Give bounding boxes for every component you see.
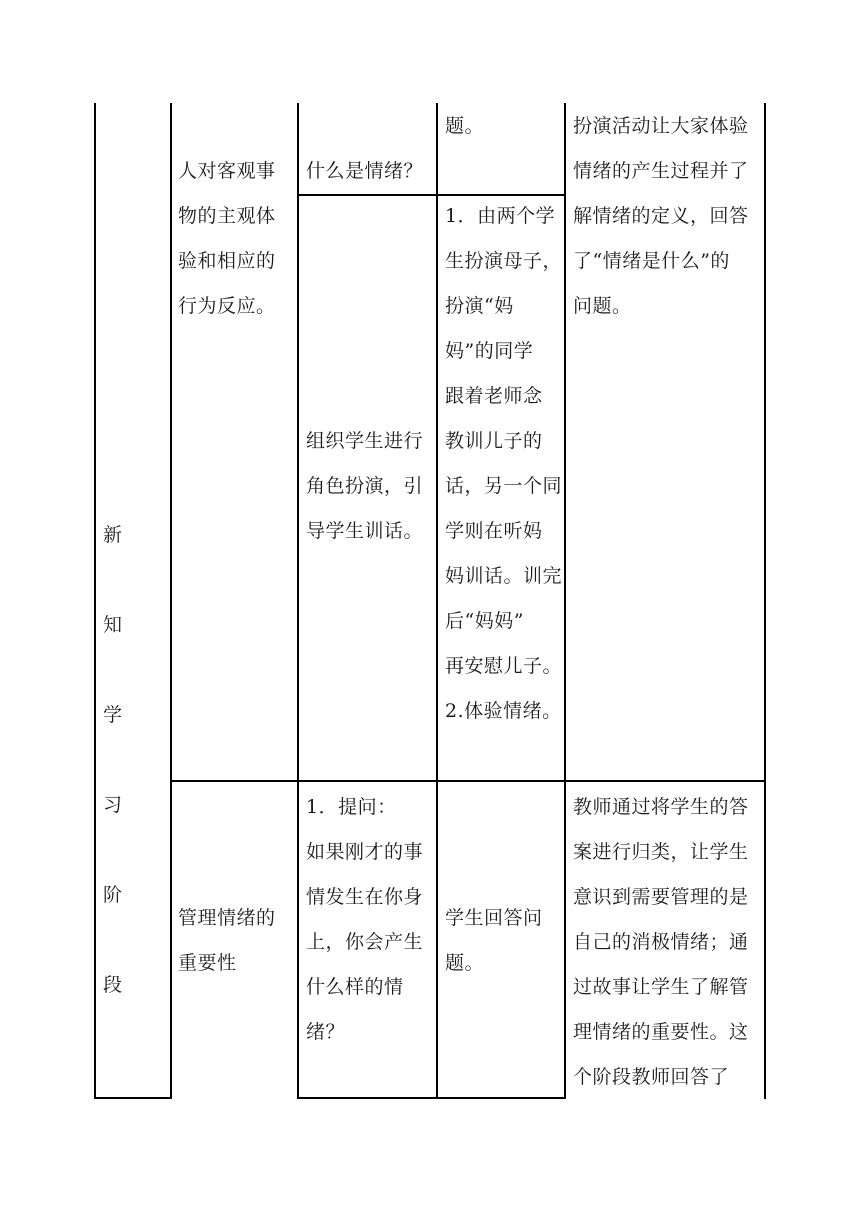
table-bottom-border — [297, 1097, 565, 1099]
stage-char: 新 — [103, 524, 123, 546]
student-activity-roleplay: 1．由两个学 生扮演母子， 扮演“妈 妈”的同学 跟着老师念 教训儿子的 话，另一个同 学则在听妈 妈训话。训完 后“妈妈” 再安慰儿子。 2.体验情绪。 — [445, 194, 562, 734]
stage-char: 知 — [103, 614, 123, 636]
section-divider — [170, 780, 766, 782]
stage-char: 段 — [103, 974, 123, 996]
student-activity-tail: 题。 — [445, 115, 485, 137]
table-divider-4 — [564, 103, 566, 1099]
teacher-activity-question: 1．提问： 如果刚才的事 情发生在你身 上，你会产生 什么样的情 绪？ — [306, 796, 424, 1043]
table-border-right — [764, 103, 766, 1099]
stage-char: 阶 — [103, 884, 123, 906]
table-border-left — [94, 103, 96, 1099]
section2-topic: 管理情绪的 重要性 — [178, 907, 276, 974]
stage-char: 习 — [103, 794, 123, 816]
experience-step: 2.体验情绪。 — [445, 700, 562, 722]
teacher-activity-roleplay: 组织学生进行 角色扮演，引 导学生训话。 — [306, 430, 424, 542]
stage-char: 学 — [103, 704, 123, 726]
student-answer: 学生回答问 题。 — [445, 907, 543, 974]
table-divider-3 — [436, 103, 438, 1099]
emotion-definition: 人对客观事 物的主观体 验和相应的 行为反应。 — [178, 160, 276, 317]
teacher-question: 什么是情绪？ — [306, 160, 424, 182]
table-divider-1 — [170, 103, 172, 1099]
stage-column-bottom — [94, 1097, 172, 1099]
design-intent-2: 教师通过将学生的答 案进行归类，让学生 意识到需要管理的是 自己的消极情绪；通 过故事让学生了解管 理情绪的重要性。这 个阶段教师回答了 — [573, 796, 749, 1088]
design-intent-1: 扮演活动让大家体验 情绪的产生过程并了 解情绪的定义，回答 了“情绪是什么”的 问题。 — [573, 115, 749, 317]
table-divider-2 — [297, 103, 299, 1099]
